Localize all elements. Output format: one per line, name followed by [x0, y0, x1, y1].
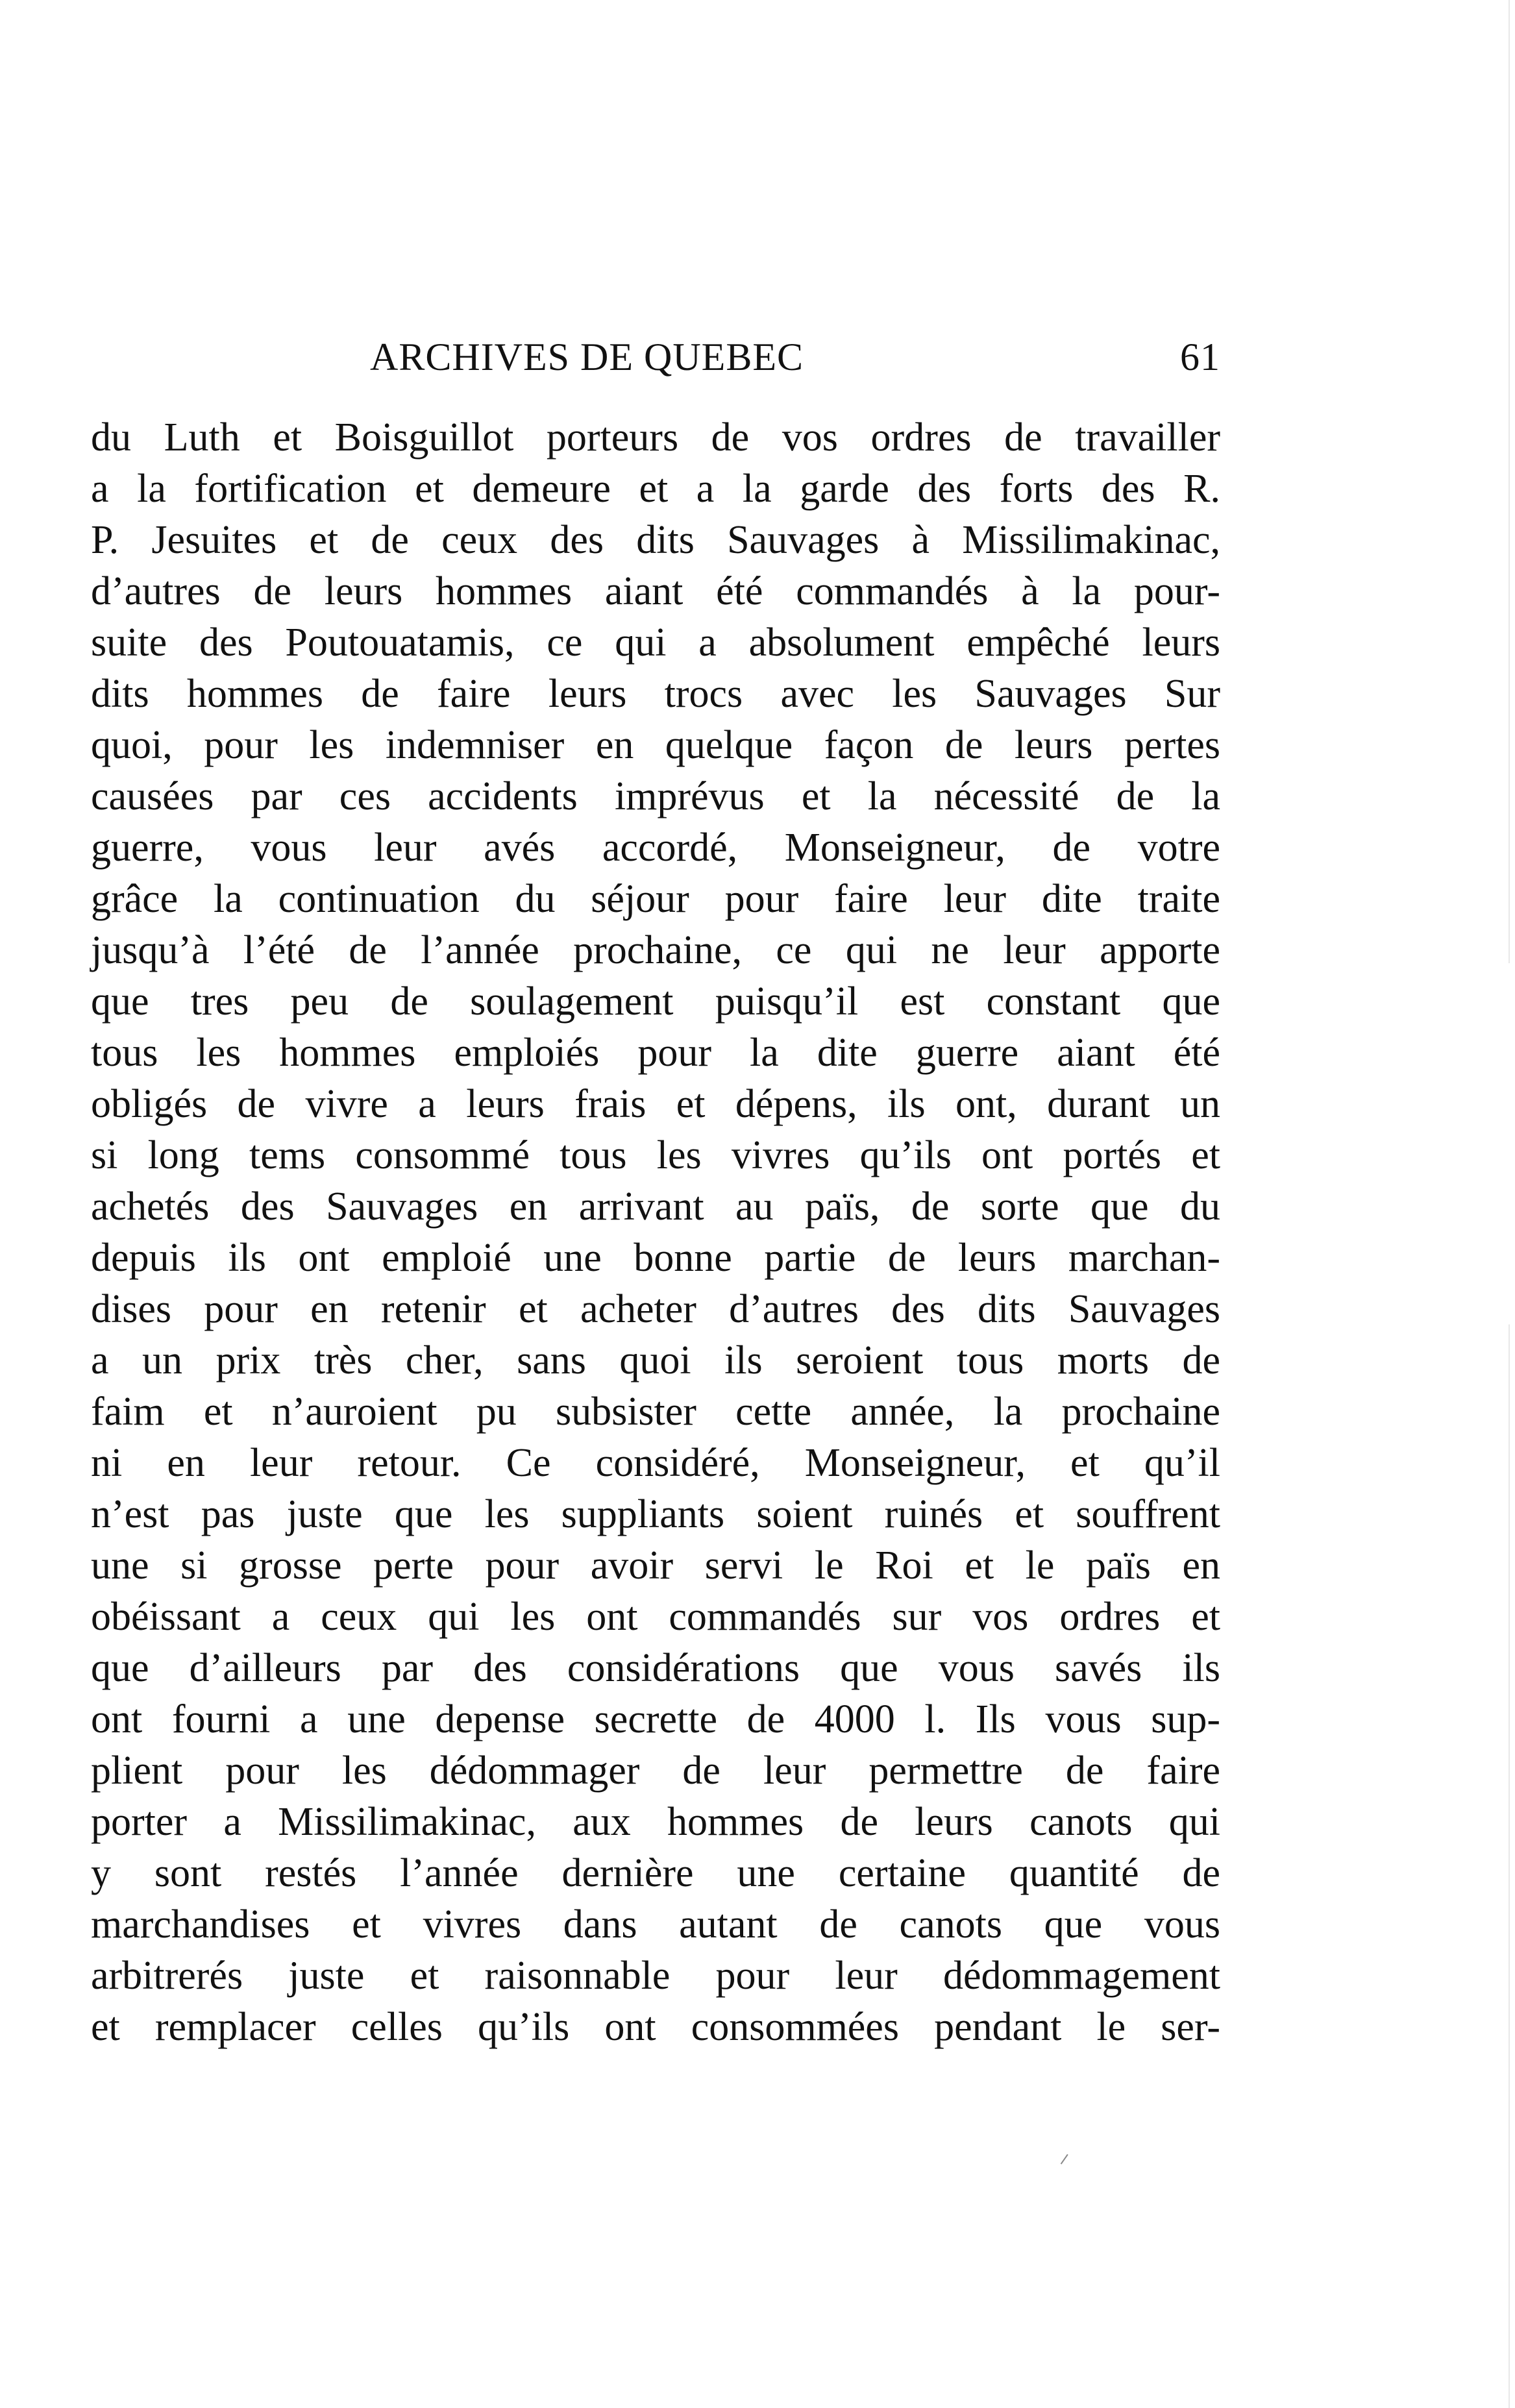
- text-line: dits hommes de faire leurs trocs avec les Sauvages Sur: [91, 672, 1220, 716]
- text-line: a la fortification et demeure et a la garde des forts des R.: [91, 467, 1220, 511]
- text-line: achetés des Sauvages en arrivant au païs, de sorte que du: [91, 1185, 1220, 1229]
- text-line: et remplacer celles qu’ils ont consommées pendant le ser-: [91, 2005, 1220, 2049]
- text-line: ni en leur retour. Ce considéré, Monseigneur, et qu’il: [91, 1441, 1220, 1485]
- text-line: d’autres de leurs hommes aiant été commandés à la pour-: [91, 569, 1220, 613]
- text-line: marchandises et vivres dans autant de canots que vous: [91, 1902, 1220, 1947]
- text-line: guerre, vous leur avés accordé, Monseigneur, de votre: [91, 826, 1220, 870]
- text-line: arbitrerés juste et raisonnable pour leur dédommagement: [91, 1954, 1220, 1998]
- text-line: une si grosse perte pour avoir servi le Roi et le païs en: [91, 1543, 1220, 1588]
- text-line: si long tems consommé tous les vivres qu’ils ont portés et: [91, 1133, 1220, 1177]
- text-line: tous les hommes emploiés pour la dite guerre aiant été: [91, 1031, 1220, 1075]
- text-line: obligés de vivre a leurs frais et dépens, ils ont, durant un: [91, 1082, 1220, 1126]
- text-line: causées par ces accidents imprévus et la nécessité de la: [91, 774, 1220, 818]
- text-line: dises pour en retenir et acheter d’autres des dits Sauvages: [91, 1287, 1220, 1331]
- scan-edge: [1509, 0, 1510, 2408]
- text-line: plient pour les dédommager de leur permettre de faire: [91, 1749, 1220, 1793]
- scan-mark: [1061, 2154, 1073, 2167]
- text-line: obéissant a ceux qui les ont commandés sur vos ordres et: [91, 1595, 1220, 1639]
- text-line: quoi, pour les indemniser en quelque façon de leurs pertes: [91, 723, 1220, 767]
- text-line: a un prix très cher, sans quoi ils seroient tous morts de: [91, 1338, 1220, 1382]
- text-line: depuis ils ont emploié une bonne partie de leurs marchan-: [91, 1236, 1220, 1280]
- text-line: que tres peu de soulagement puisqu’il est constant que: [91, 979, 1220, 1024]
- text-line: P. Jesuites et de ceux des dits Sauvages à Missilimakinac,: [91, 518, 1220, 562]
- text-line: porter a Missilimakinac, aux hommes de leurs canots qui: [91, 1800, 1220, 1844]
- header-title: ARCHIVES DE QUEBEC: [370, 336, 804, 378]
- text-line: n’est pas juste que les suppliants soient ruinés et souffrent: [91, 1492, 1220, 1536]
- page-number: 61: [1180, 336, 1220, 378]
- text-line: suite des Poutouatamis, ce qui a absolument empêché leurs: [91, 620, 1220, 665]
- text-line: jusqu’à l’été de l’année prochaine, ce qui ne leur apporte: [91, 928, 1220, 972]
- body-text: [91, 412, 1220, 2053]
- text-line: ont fourni a une depense secrette de 4000 l. Ils vous sup-: [91, 1697, 1220, 1741]
- text-line: que d’ailleurs par des considérations que vous savés ils: [91, 1646, 1220, 1690]
- running-header: [370, 328, 1220, 386]
- text-line: du Luth et Boisguillot porteurs de vos ordres de travailler: [91, 415, 1220, 460]
- text-line: faim et n’auroient pu subsister cette année, la prochaine: [91, 1390, 1220, 1434]
- text-line: grâce la continuation du séjour pour faire leur dite traite: [91, 877, 1220, 921]
- text-line: y sont restés l’année dernière une certaine quantité de: [91, 1851, 1220, 1895]
